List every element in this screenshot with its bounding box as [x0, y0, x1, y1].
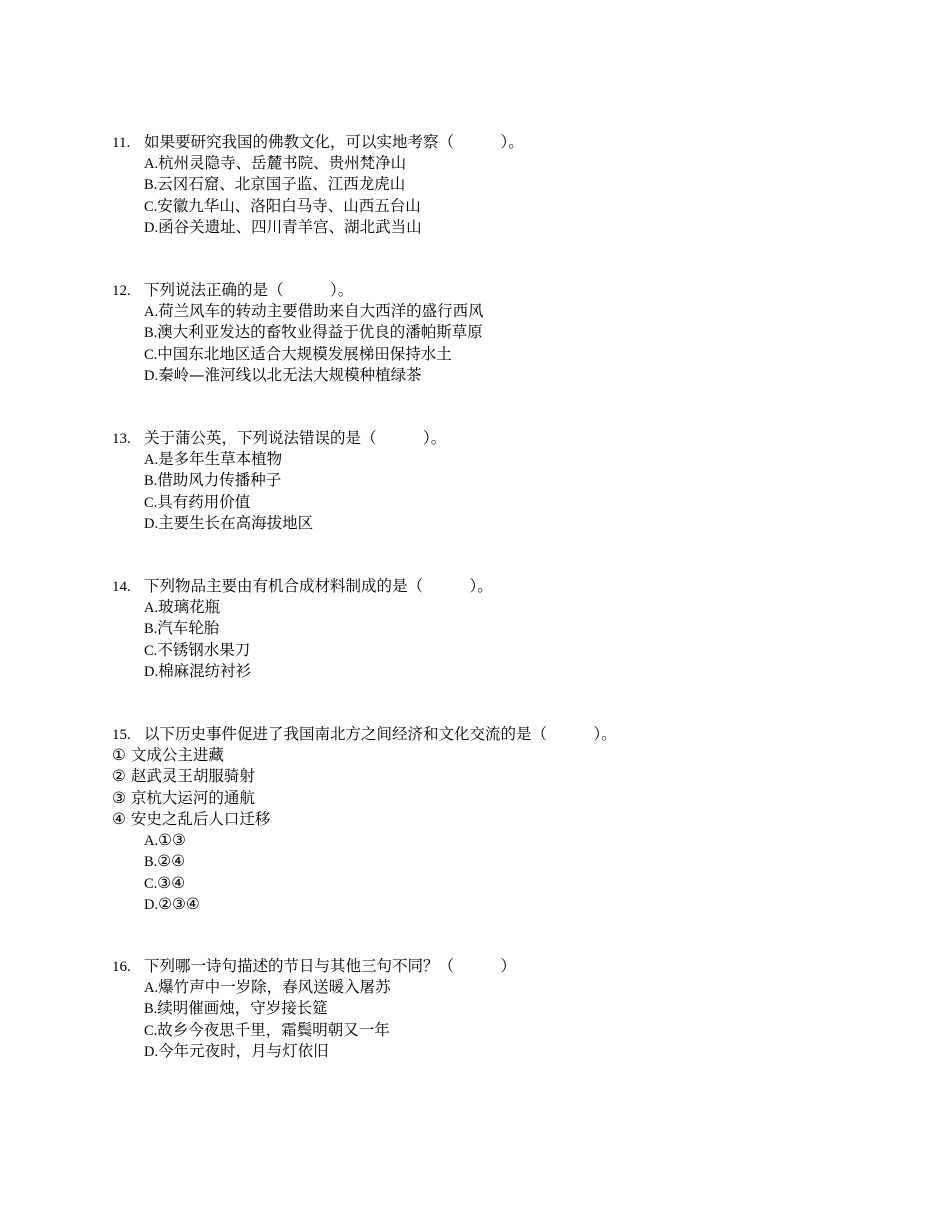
option-text: 中国东北地区适合大规模发展梯田保持水土	[157, 344, 452, 363]
option-d	[112, 217, 872, 238]
option-c	[112, 344, 872, 365]
option-letter: C.	[144, 1022, 158, 1039]
question-stem-line	[112, 724, 872, 745]
option-c	[112, 873, 872, 894]
option-text: 不锈钢水果刀	[157, 640, 251, 659]
option-d	[112, 365, 872, 386]
option-c	[112, 196, 872, 217]
question-number: 11.	[112, 135, 131, 151]
option-letter: B.	[144, 1001, 158, 1018]
option-a	[112, 153, 872, 174]
option-b	[112, 998, 872, 1019]
statement-item: ③ 京杭大运河的通航	[112, 788, 255, 807]
option-text: 棉麻混纺衬衫	[158, 661, 252, 680]
option-letter: C.	[144, 875, 158, 892]
option-letter: B.	[144, 854, 158, 871]
option-c	[112, 1020, 872, 1041]
option-text: 主要生长在高海拔地区	[158, 513, 314, 532]
option-d	[112, 513, 872, 534]
option-letter: C.	[144, 642, 158, 659]
option-d	[112, 894, 872, 915]
question-stem: 下列哪一诗句描述的节日与其他三句不同？（ ）	[144, 957, 517, 975]
option-letter: A.	[144, 980, 159, 996]
option-d	[112, 1041, 872, 1062]
option-text: 杭州灵隐寺、岳麓书院、贵州梵净山	[158, 154, 407, 172]
option-letter: A.	[144, 452, 159, 468]
question-12	[112, 280, 872, 386]
question-stem: 下列物品主要由有机合成材料制成的是（ ）。	[144, 577, 493, 595]
option-letter: D.	[144, 219, 159, 236]
option-b	[112, 174, 872, 195]
option-letter: C.	[144, 494, 158, 511]
option-c	[112, 492, 872, 513]
question-stem-line	[112, 956, 872, 977]
option-text: ②③④	[158, 895, 200, 914]
question-number: 14.	[112, 579, 131, 595]
question-stem-line	[112, 132, 872, 153]
question-stem-line	[112, 428, 872, 449]
question-stem-line	[112, 280, 872, 301]
option-b	[112, 618, 872, 639]
option-text: 具有药用价值	[157, 492, 251, 511]
option-text: 汽车轮胎	[157, 619, 220, 638]
question-stem-line	[112, 576, 872, 597]
question-number: 13.	[112, 431, 131, 447]
option-text: 爆竹声中一岁除，春风送暖入屠苏	[158, 978, 391, 996]
option-b	[112, 470, 872, 491]
option-letter: A.	[144, 600, 159, 616]
option-text: 借助风力传播种子	[157, 471, 282, 490]
option-text: ③④	[157, 873, 186, 892]
question-13	[112, 428, 872, 534]
option-letter: B.	[144, 621, 158, 638]
option-a	[112, 977, 872, 998]
option-letter: C.	[144, 198, 158, 215]
question-11	[112, 132, 872, 238]
option-letter: B.	[144, 325, 158, 342]
option-text: 安徽九华山、洛阳白马寺、山西五台山	[157, 196, 421, 215]
question-14	[112, 576, 872, 682]
option-text: 澳大利亚发达的畜牧业得益于优良的潘帕斯草原	[157, 323, 483, 342]
statement-item: ① 文成公主进藏	[112, 746, 224, 764]
option-text: 续明催画烛，守岁接长筵	[157, 999, 328, 1018]
option-d	[112, 661, 872, 682]
option-letter: C.	[144, 346, 158, 363]
question-number: 12.	[112, 283, 131, 299]
option-a	[112, 301, 872, 322]
question-stem: 关于蒲公英，下列说法错误的是（ ）。	[144, 429, 447, 447]
option-text: 是多年生草本植物	[158, 450, 283, 468]
option-text: 函谷关遗址、四川青羊宫、湖北武当山	[158, 217, 422, 236]
statement-item: ② 赵武灵王胡服骑射	[112, 767, 255, 786]
statement-item: ④ 安史之乱后人口迁移	[112, 809, 271, 828]
option-letter: D.	[144, 515, 159, 532]
option-a	[112, 830, 872, 851]
option-letter: D.	[144, 1043, 159, 1060]
option-letter: A.	[144, 156, 159, 172]
option-letter: D.	[144, 897, 159, 914]
option-text: ①③	[158, 831, 186, 850]
question-number: 15.	[112, 727, 131, 743]
question-16	[112, 956, 872, 1062]
option-letter: A.	[144, 833, 159, 850]
option-text: 今年元夜时，月与灯依旧	[158, 1041, 329, 1060]
option-a	[112, 449, 872, 470]
option-text: 荷兰风车的转动主要借助来自大西洋的盛行西风	[158, 302, 484, 320]
question-stem: 以下历史事件促进了我国南北方之间经济和文化交流的是（ ）。	[144, 725, 617, 743]
option-letter: D.	[144, 367, 159, 384]
option-b	[112, 851, 872, 872]
option-letter: B.	[144, 177, 158, 194]
question-15	[112, 724, 872, 915]
option-letter: B.	[144, 473, 158, 490]
question-stem: 下列说法正确的是（ ）。	[144, 281, 354, 299]
question-number: 16.	[112, 959, 131, 975]
option-text: 云冈石窟、北京国子监、江西龙虎山	[157, 175, 406, 194]
option-text: ②④	[157, 852, 186, 871]
option-letter: D.	[144, 663, 159, 680]
option-text: 玻璃花瓶	[158, 598, 221, 616]
option-text: 故乡今夜思千里，霜鬓明朝又一年	[157, 1020, 390, 1039]
option-a	[112, 597, 872, 618]
option-b	[112, 322, 872, 343]
option-text: 秦岭—淮河线以北无法大规模种植绿茶	[158, 365, 422, 384]
question-stem: 如果要研究我国的佛教文化，可以实地考察（ ）。	[144, 133, 524, 151]
option-letter: A.	[144, 304, 159, 320]
option-c	[112, 640, 872, 661]
